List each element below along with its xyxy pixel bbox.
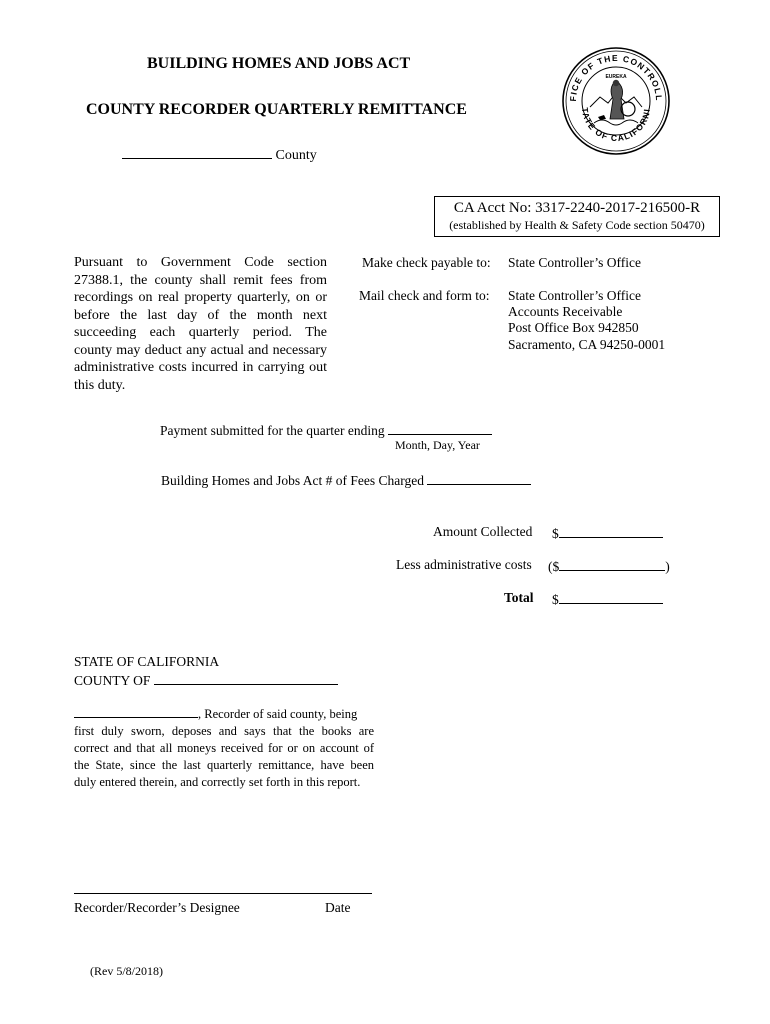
total-label: Total [504, 590, 534, 605]
admin-costs-blank[interactable] [559, 557, 665, 571]
revision-note: (Rev 5/8/2018) [90, 964, 163, 978]
total-line [552, 590, 663, 608]
payable-value: State Controller’s Office [508, 255, 641, 270]
paren-open: ($ [548, 559, 560, 574]
affidavit-state: STATE OF CALIFORNIA [74, 654, 220, 669]
recorder-line [74, 704, 374, 723]
form-title: BUILDING HOMES AND JOBS ACT [147, 55, 411, 72]
affidavit-text: first duly sworn, deposes and says that the books are correct and that all moneys received for or on account of the State, since the last quarterly remittance, have been duly entered therein, and correctly set forth in this report. [74, 724, 374, 789]
paren-close: ) [665, 559, 670, 574]
intro-paragraph: Pursuant to Government Code section 27388.1, the county shall remit fees from recordings on real property quarterly, on or before the last day of the month next succeeding each quarterly period. The county may deduct any actual and necessary administrative costs incurred in carrying out this duty. [74, 255, 327, 393]
seal-ring-top: FICE OF THE CONTROLL [567, 52, 665, 102]
date-label: Date [325, 900, 351, 915]
dollar-sign: $ [552, 526, 559, 541]
mail-label: Mail check and form to: [359, 288, 490, 303]
admin-costs-line [548, 557, 670, 575]
affidavit-county-line [74, 671, 338, 689]
fees-label: Building Homes and Jobs Act # of Fees Charged [161, 473, 424, 488]
signer-label: Recorder/Recorder’s Designee [74, 900, 240, 915]
fees-line [161, 471, 531, 489]
account-number: CA Acct No: 3317-2240-2017-216500-R [453, 200, 701, 216]
admin-costs-label: Less administrative costs [396, 557, 532, 572]
mail-line: Post Office Box 942850 [508, 320, 639, 336]
form-subtitle: COUNTY RECORDER QUARTERLY REMITTANCE [86, 101, 467, 118]
signature-rule[interactable] [74, 893, 372, 894]
seal-motto: EUREKA [605, 74, 627, 80]
mail-line: State Controller’s Office [508, 288, 641, 303]
mail-address [508, 288, 665, 353]
quarter-sublabel: Month, Day, Year [395, 438, 480, 452]
account-note: (established by Health & Safety Code section 50470) [449, 218, 705, 232]
recorder-text: , Recorder of said county, being [198, 707, 358, 721]
quarter-label: Payment submitted for the quarter ending [160, 423, 385, 438]
quarter-line [160, 421, 492, 439]
seal-icon [560, 45, 672, 157]
seal-ring-bottom: TATE OF CALIFORNI [579, 107, 653, 144]
recorder-name-blank[interactable] [74, 704, 198, 718]
amount-collected-line [552, 524, 663, 542]
mail-line: Accounts Receivable [508, 304, 623, 320]
county-of-label: COUNTY OF [74, 673, 151, 688]
county-label: County [275, 148, 317, 163]
mail-line: Sacramento, CA 94250-0001 [508, 336, 666, 352]
quarter-blank[interactable] [388, 421, 492, 435]
state-controller-seal [560, 45, 672, 157]
payable-label: Make check payable to: [362, 255, 491, 270]
amount-collected-label: Amount Collected [433, 524, 533, 539]
amount-collected-blank[interactable] [559, 524, 663, 538]
county-of-blank[interactable] [154, 671, 338, 685]
affidavit-body [74, 704, 374, 791]
county-line [122, 145, 317, 164]
account-box [434, 196, 720, 237]
total-blank[interactable] [559, 590, 663, 604]
dollar-sign: $ [552, 592, 559, 607]
county-blank[interactable] [122, 145, 272, 159]
fees-blank[interactable] [427, 471, 531, 485]
